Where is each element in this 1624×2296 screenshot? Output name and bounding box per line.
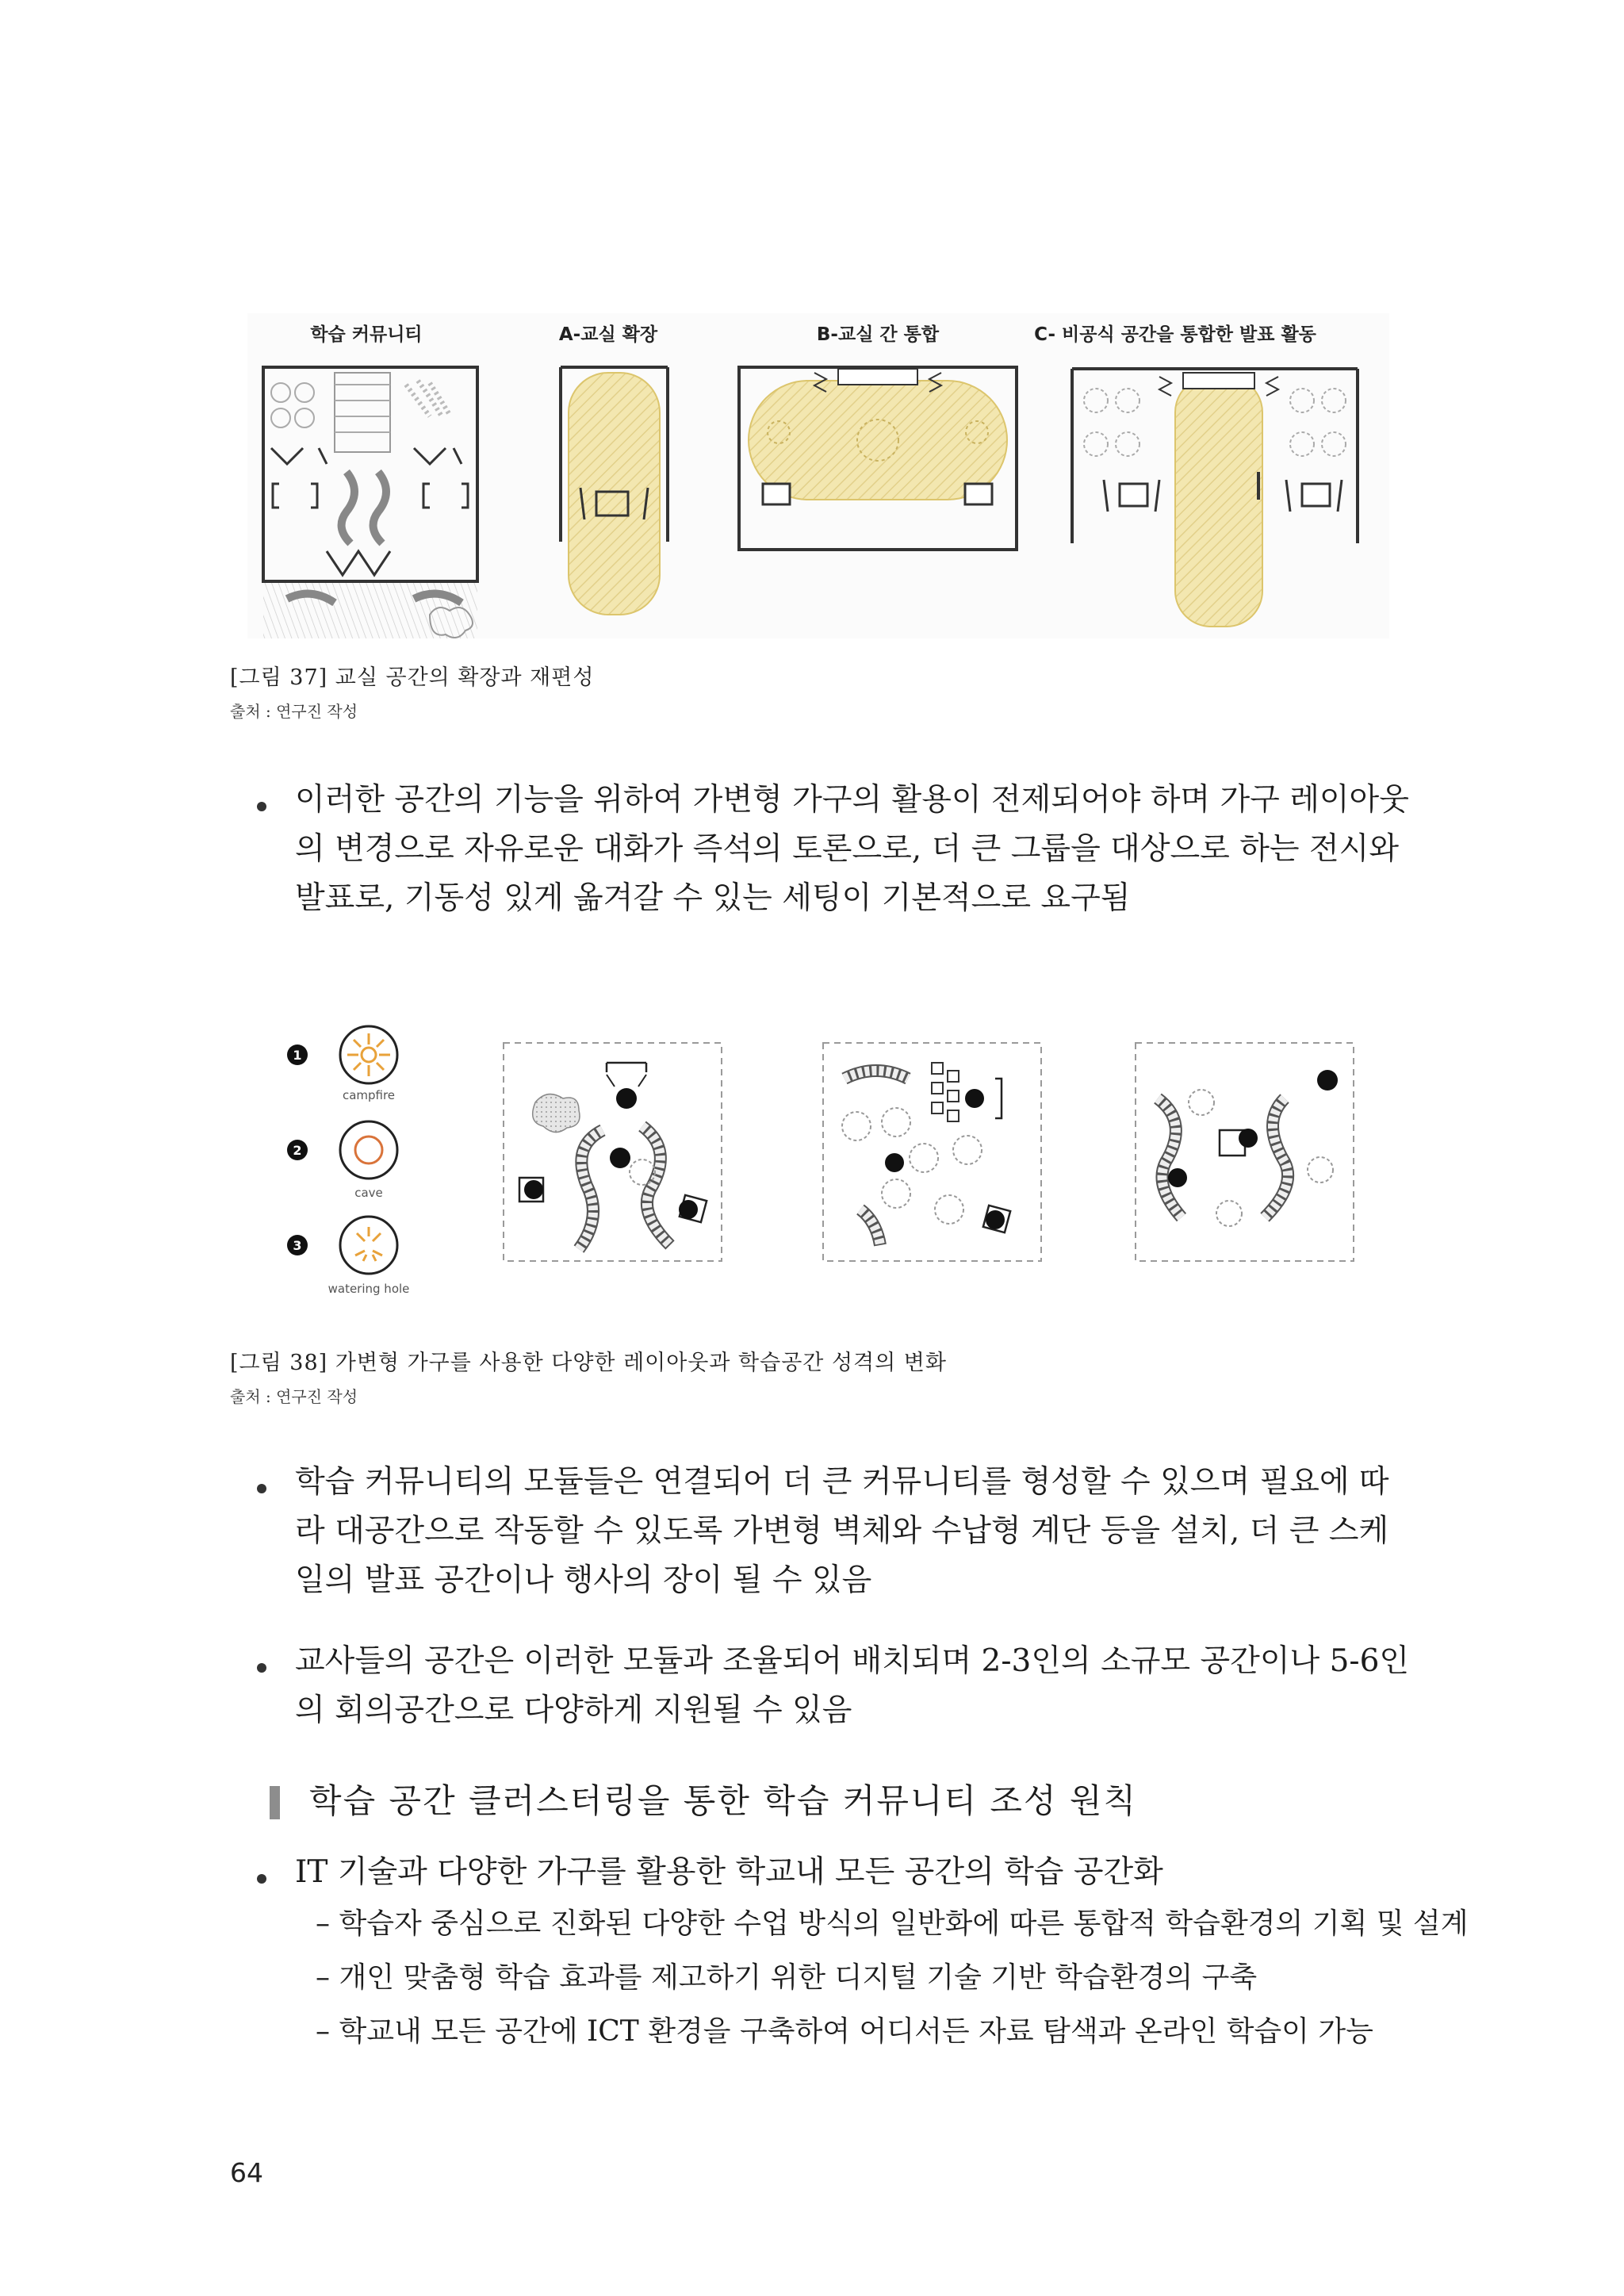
legend-number: 2 (293, 1143, 302, 1158)
legend-watering-hole (287, 1217, 409, 1296)
panel-title-learning-community: 학습 커뮤니티 (310, 324, 423, 345)
figure-37-caption: [그림 37] 교실 공간의 확장과 재편성 (230, 665, 595, 690)
bullet-dot (257, 802, 266, 811)
bullet-item (295, 1458, 1405, 1605)
bullet-dot (257, 1663, 266, 1673)
watering-hole-icon (340, 1217, 397, 1274)
figure-37-source: 출처 : 연구진 작성 (230, 702, 358, 721)
paragraph-line: 라 대공간으로 작동할 수 있도록 가변형 벽체와 수납형 계단 등을 설치, 더 큰 스케 (295, 1513, 1389, 1549)
legend-label: watering hole (327, 1282, 410, 1296)
bullet-dot (257, 1484, 266, 1493)
bullet-item (295, 1848, 1405, 1897)
section-bullet-text: IT 기술과 다양한 가구를 활용한 학교내 모든 공간의 학습 공간화 (295, 1854, 1163, 1890)
paragraph-line: 의 회의공간으로 다양하게 지원될 수 있음 (295, 1692, 852, 1728)
page-number: 64 (230, 2157, 263, 2188)
bullet-item (295, 1637, 1410, 1735)
panel-title-a: A-교실 확장 (558, 324, 658, 345)
section-title: 학습 공간 클러스터링을 통한 학습 커뮤니티 조성 원칙 (309, 1781, 1138, 1820)
figure-38-diagram (278, 1019, 1372, 1317)
dash-item: – 학습자 중심으로 진화된 다양한 수업 방식의 일반화에 따른 통합적 학습환경의 기획 및 설계 (316, 1907, 1469, 1940)
paragraph-line: 일의 발표 공간이나 행사의 장이 될 수 있음 (295, 1562, 872, 1598)
figure-38-source: 출처 : 연구진 작성 (230, 1387, 358, 1406)
legend-label: cave (354, 1186, 383, 1200)
cave-icon (340, 1121, 397, 1179)
figure-38 (278, 1019, 1372, 1317)
paragraph-line: 이러한 공간의 기능을 위하여 가변형 가구의 활용이 전제되어야 하며 가구 레이아웃 (295, 782, 1409, 818)
classroom-expansion-plan (561, 367, 668, 615)
legend-number: 3 (293, 1238, 302, 1253)
layout-diagram-2 (823, 1043, 1041, 1261)
bullet-item (295, 776, 1409, 923)
section-marker (270, 1786, 280, 1819)
figure-37-diagram (247, 313, 1389, 638)
dash-item: – 학교내 모든 공간에 ICT 환경을 구축하여 어디서든 자료 탐색과 온라인 학습이 가능 (316, 2015, 1373, 2048)
legend-campfire (287, 1026, 397, 1102)
paragraph-line: 교사들의 공간은 이러한 모듈과 조율되어 배치되며 2-3인의 소규모 공간이나 5-6인 (295, 1643, 1410, 1679)
layout-diagram-1 (504, 1043, 722, 1261)
legend-cave (287, 1121, 397, 1200)
paragraph-line: 발표로, 기동성 있게 옮겨갈 수 있는 세팅이 기본적으로 요구됨 (295, 880, 1131, 916)
dash-item: – 개인 맞춤형 학습 효과를 제고하기 위한 디지털 기술 기반 학습환경의 구축 (316, 1961, 1258, 1994)
paragraph-line: 학습 커뮤니티의 모듈들은 연결되어 더 큰 커뮤니티를 형성할 수 있으며 필요에 따 (295, 1464, 1389, 1500)
panel-title-c: C- 비공식 공간을 통합한 발표 활동 (1034, 324, 1316, 345)
layout-diagram-3 (1136, 1043, 1354, 1261)
figure-38-caption: [그림 38] 가변형 가구를 사용한 다양한 레이아웃과 학습공간 성격의 변화 (230, 1351, 947, 1375)
bullet-dot (257, 1874, 266, 1884)
figure-37 (247, 313, 1389, 638)
panel-title-b: B-교실 간 통합 (816, 324, 940, 345)
legend-number: 1 (293, 1048, 302, 1063)
paragraph-line: 의 변경으로 자유로운 대화가 즉석의 토론으로, 더 큰 그룹을 대상으로 하는 전시와 (295, 831, 1400, 867)
legend-label: campfire (342, 1088, 396, 1102)
